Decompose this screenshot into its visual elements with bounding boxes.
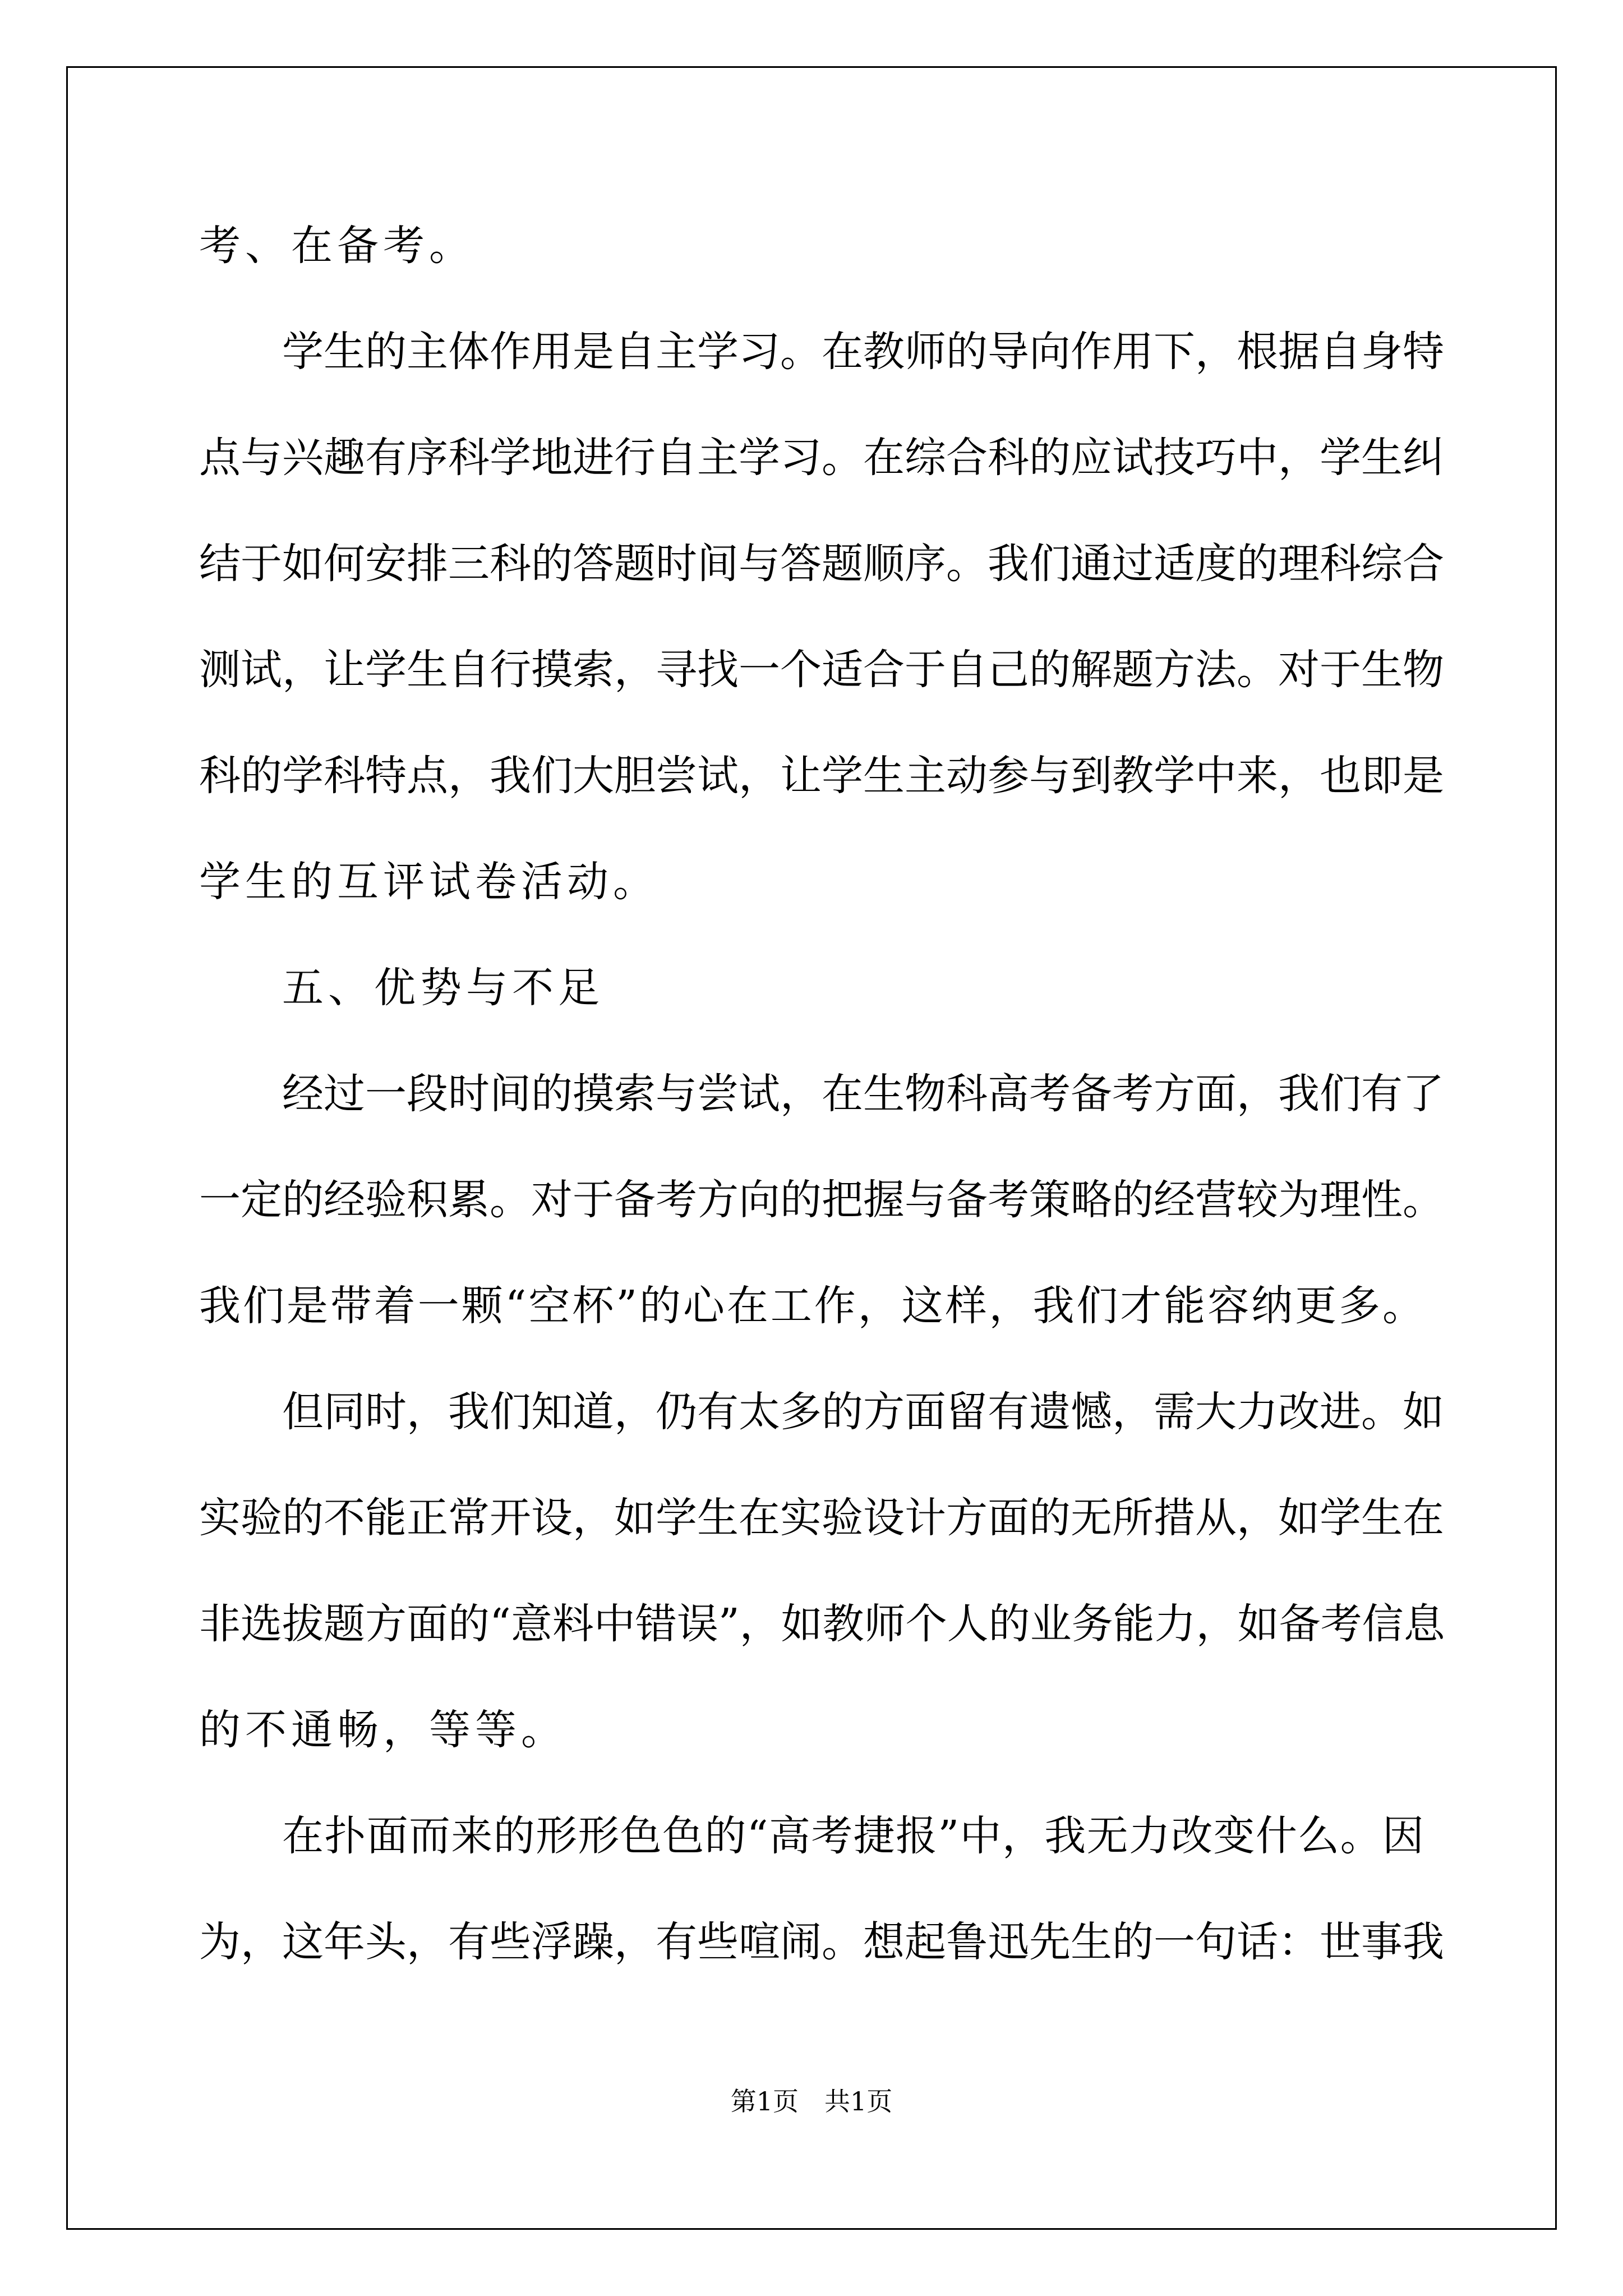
text-line: 科的学科特点，我们大胆尝试，让学生主动参与到教学中来，也即是: [199, 752, 1444, 800]
text-line: 为，这年头，有些浮躁，有些喧闹。想起鲁迅先生的一句话：世事我: [199, 1918, 1444, 1966]
page-footer: 第1页 共1页: [730, 2086, 893, 2116]
text-line: 实验的不能正常开设，如学生在实验设计方面的无所措从，如学生在: [199, 1494, 1444, 1542]
text-line: 测试，让学生自行摸索，寻找一个适合于自己的解题方法。对于生物: [199, 646, 1444, 694]
text-line: 在扑面而来的形形色色的“高考捷报”中，我无力改变什么。因: [282, 1812, 1424, 1860]
text-line: 学生的互评试卷活动。: [199, 858, 659, 906]
text-line: 结于如何安排三科的答题时间与答题顺序。我们通过适度的理科综合: [199, 540, 1444, 588]
text-line: 我们是带着一颗“空杯”的心在工作，这样，我们才能容纳更多。: [199, 1282, 1424, 1330]
text-line: 学生的主体作用是自主学习。在教师的导向作用下，根据自身特: [282, 328, 1444, 376]
text-line: 但同时，我们知道，仍有太多的方面留有遗憾，需大力改进。如: [282, 1388, 1444, 1436]
page-border: [66, 66, 1557, 2230]
text-line: 点与兴趣有序科学地进行自主学习。在综合科的应试技巧中，学生纠: [199, 434, 1444, 482]
section-heading: 五、优势与不足: [282, 964, 604, 1012]
text-line: 考、在备考。: [199, 222, 475, 270]
text-line: 非选拔题方面的“意料中错误”，如教师个人的业务能力，如备考信息: [199, 1600, 1445, 1648]
text-line: 的不通畅，等等。: [199, 1706, 567, 1754]
text-line: 一定的经验积累。对于备考方向的把握与备考策略的经营较为理性。: [199, 1176, 1444, 1224]
text-line: 经过一段时间的摸索与尝试，在生物科高考备考方面，我们有了: [282, 1070, 1444, 1118]
